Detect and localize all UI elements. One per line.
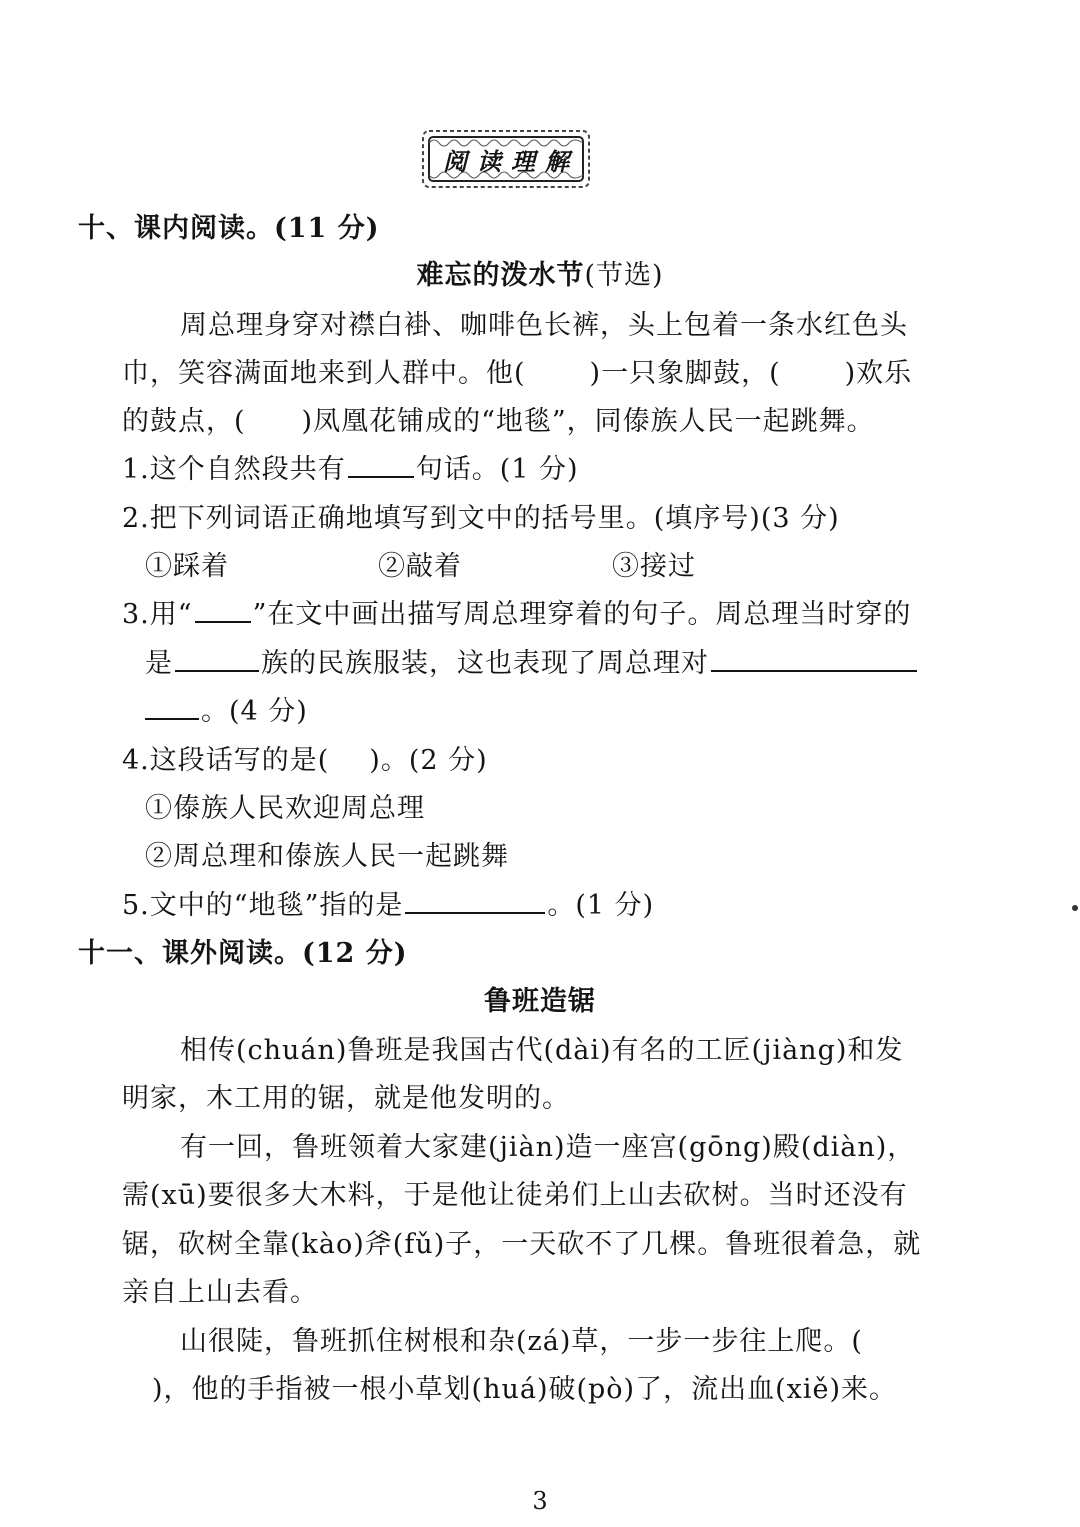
passage-1-line-3b: )凤凰花铺成的“地毯”，同傣族人民一起跳舞。 <box>301 406 875 437</box>
passage-1-line-3a: 的鼓点，( <box>122 406 246 437</box>
question-5-text: 5.文中的“地毯”指的是 <box>122 890 404 921</box>
passage-2-line-8 <box>122 1373 897 1407</box>
question-2-option-1: ①踩着 <box>145 551 229 582</box>
passage-1-line-2a: 巾，笑容满面地来到人群中。他( <box>122 358 526 389</box>
question-3-text-c: 是 <box>145 648 173 679</box>
passage-2-line-8-text: )，他的手指被一根小草划(huá)破(pò)了，流出血(xiě)来。 <box>152 1374 897 1405</box>
passage-1-title-note: (节选) <box>584 260 664 291</box>
question-3-blank-1[interactable] <box>175 648 259 672</box>
question-5-score: 。(1 分) <box>547 890 655 921</box>
edge-mark <box>1072 905 1078 911</box>
passage-2-line-1: 相传(chuán)鲁班是我国古代(dài)有名的工匠(jiàng)和发 <box>180 1035 904 1066</box>
question-5-blank[interactable] <box>405 890 545 914</box>
question-3-score: 。(4 分) <box>201 696 308 727</box>
section-11-heading: 十一、课外阅读。(12 分) <box>78 938 408 969</box>
question-3-line-3 <box>145 695 308 729</box>
question-5 <box>122 889 654 923</box>
question-3-text-b: ”在文中画出描写周总理穿着的句子。周总理当时穿的 <box>252 599 912 630</box>
question-3-blank-2[interactable] <box>711 648 917 672</box>
passage-2-line-2: 明家，木工用的锯，就是他发明的。 <box>122 1083 570 1114</box>
banner-title: 阅读理解 <box>443 146 579 176</box>
passage-1-line-3 <box>122 405 875 439</box>
question-4-option-2: ②周总理和傣族人民一起跳舞 <box>145 841 509 872</box>
passage-2-line-3: 有一回，鲁班领着大家建(jiàn)造一座宫(gōng)殿(diàn)， <box>180 1132 916 1163</box>
passage-1-line-2 <box>122 357 912 391</box>
question-4-option-1: ①傣族人民欢迎周总理 <box>145 793 425 824</box>
question-3-text-a: 3.用“ <box>122 599 193 630</box>
passage-1-title-line <box>0 259 1080 293</box>
question-2: 2.把下列词语正确地填写到文中的括号里。(填序号)(3 分) <box>122 503 840 534</box>
section-banner <box>420 128 592 190</box>
question-3-line-1 <box>122 598 911 632</box>
question-2-option-2: ②敲着 <box>378 551 462 582</box>
page-number: 3 <box>532 1487 548 1515</box>
passage-1-line-1: 周总理身穿对襟白褂、咖啡色长裤，头上包着一条水红色头 <box>180 310 908 341</box>
passage-1-line-2c: )欢乐 <box>844 358 913 389</box>
passage-1-title: 难忘的泼水节 <box>416 260 585 291</box>
section-10-heading: 十、课内阅读。(11 分) <box>78 213 380 244</box>
question-1-text: 1.这个自然段共有 <box>122 454 346 485</box>
passage-2-line-4: 需(xū)要很多大木料，于是他让徒弟们上山去砍树。当时还没有 <box>122 1180 908 1211</box>
passage-1-line-2b: )一只象脚鼓，( <box>589 358 781 389</box>
question-3-blank-2-cont[interactable] <box>145 696 199 720</box>
question-1-blank[interactable] <box>348 454 414 478</box>
question-4-score: )。(2 分) <box>369 745 488 776</box>
question-1-score: 句话。(1 分) <box>415 454 579 485</box>
passage-2-line-7: 山很陡，鲁班抓住树根和杂(zá)草，一步一步往上爬。( <box>180 1326 863 1357</box>
question-2-option-3: ③接过 <box>612 551 696 582</box>
passage-2-line-6: 亲自上山去看。 <box>122 1277 318 1308</box>
question-3-line-2 <box>145 647 919 681</box>
question-3-text-d: 族的民族服装，这也表现了周总理对 <box>261 648 709 679</box>
passage-2-line-5: 锯，砍树全靠(kào)斧(fǔ)子，一天砍不了几棵。鲁班很着急，就 <box>122 1229 922 1260</box>
question-3-line-mark <box>195 599 251 623</box>
question-1 <box>122 453 579 487</box>
question-4 <box>122 744 488 778</box>
question-4-text: 4.这段话写的是( <box>122 745 330 776</box>
passage-2-title: 鲁班造锯 <box>484 986 596 1017</box>
